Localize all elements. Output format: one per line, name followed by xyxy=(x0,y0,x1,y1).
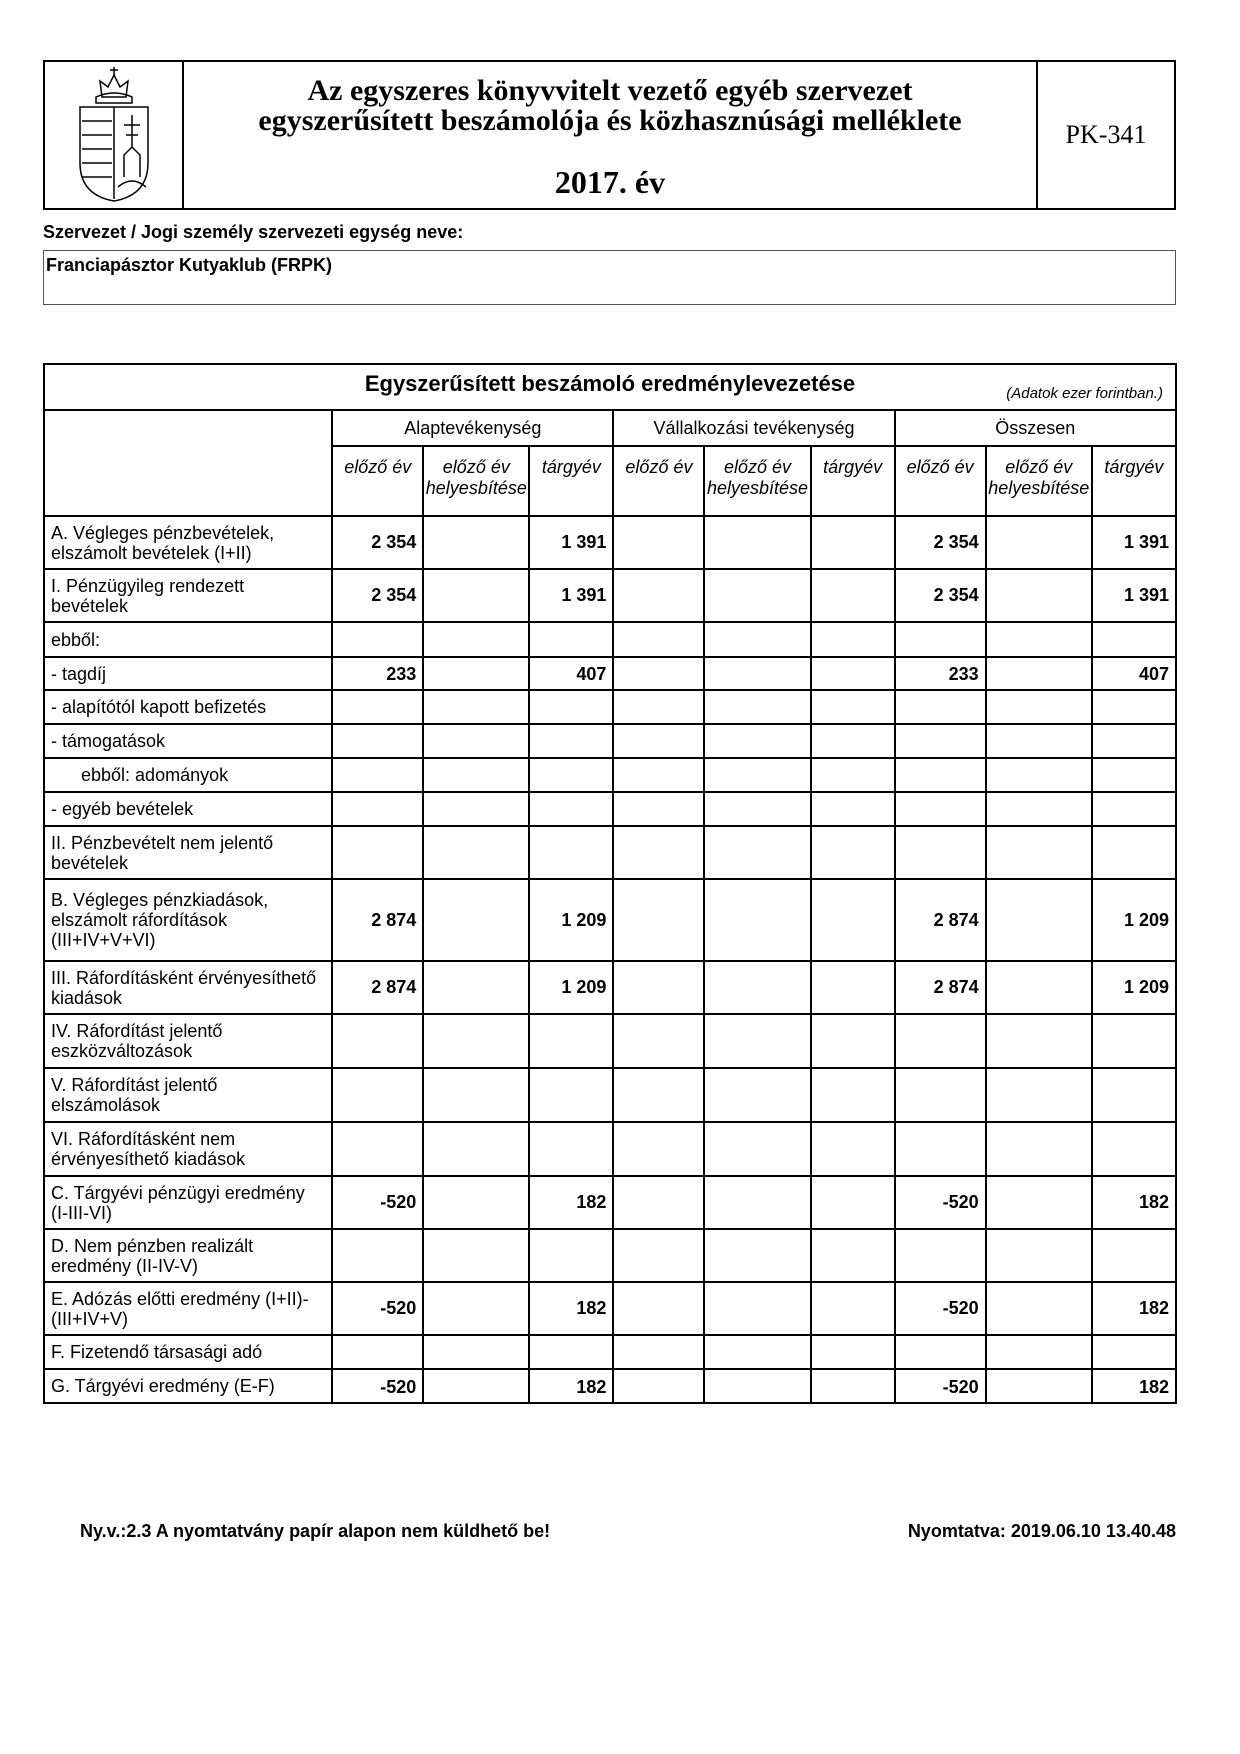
value-cell xyxy=(332,622,423,657)
value-cell xyxy=(423,1369,529,1403)
value-cell xyxy=(986,1176,1092,1229)
value-cell xyxy=(811,792,895,826)
value-cell: 407 xyxy=(529,657,613,690)
value-cell xyxy=(895,690,986,724)
value-cell xyxy=(1092,724,1176,758)
value-cell xyxy=(423,1122,529,1176)
table-row xyxy=(44,1335,1176,1369)
value-cell xyxy=(613,1282,704,1335)
value-cell xyxy=(613,1068,704,1122)
footer-note: Ny.v.:2.3 A nyomtatvány papír alapon nem küldhető be! xyxy=(80,1521,551,1541)
row-label: V. Ráfordítást jelentő elszámolások xyxy=(44,1068,332,1122)
value-cell xyxy=(986,1229,1092,1282)
value-cell xyxy=(529,724,613,758)
value-cell xyxy=(332,758,423,792)
row-label: E. Adózás előtti eredmény (I+II)-(III+IV+V) xyxy=(44,1282,332,1335)
value-cell: 2 354 xyxy=(895,516,986,569)
value-cell: 182 xyxy=(529,1176,613,1229)
sub-header-cell: előző év helyesbítése xyxy=(423,446,529,516)
value-cell xyxy=(811,826,895,879)
value-cell xyxy=(613,622,704,657)
value-cell xyxy=(1092,1229,1176,1282)
value-cell xyxy=(704,961,810,1014)
row-label: IV. Ráfordítást jelentő eszközváltozások xyxy=(44,1014,332,1068)
value-cell xyxy=(423,1014,529,1068)
value-cell: 2 354 xyxy=(895,569,986,622)
value-cell xyxy=(529,1335,613,1369)
row-label: - alapítótól kapott befizetés xyxy=(44,690,332,724)
value-cell xyxy=(423,724,529,758)
value-cell: 1 391 xyxy=(529,569,613,622)
table-row xyxy=(44,690,1176,724)
value-cell xyxy=(986,1122,1092,1176)
value-cell xyxy=(986,690,1092,724)
table-row xyxy=(44,1369,1176,1403)
value-cell xyxy=(332,1335,423,1369)
value-cell xyxy=(613,1335,704,1369)
value-cell xyxy=(613,657,704,690)
value-cell xyxy=(986,879,1092,961)
table-row xyxy=(44,1282,1176,1335)
row-label: A. Végleges pénzbevételek, elszámolt bevételek (I+II) xyxy=(44,516,332,569)
value-cell xyxy=(613,879,704,961)
table-row xyxy=(44,1229,1176,1282)
value-cell xyxy=(423,516,529,569)
value-cell: -520 xyxy=(332,1282,423,1335)
value-cell xyxy=(704,826,810,879)
row-label: C. Tárgyévi pénzügyi eredmény (I-III-VI) xyxy=(44,1176,332,1229)
value-cell xyxy=(1092,1068,1176,1122)
value-cell xyxy=(895,1122,986,1176)
value-cell xyxy=(613,690,704,724)
row-label: - támogatások xyxy=(44,724,332,758)
value-cell xyxy=(332,826,423,879)
value-cell xyxy=(613,758,704,792)
value-cell xyxy=(423,1282,529,1335)
value-cell xyxy=(613,569,704,622)
value-cell xyxy=(704,724,810,758)
value-cell xyxy=(811,724,895,758)
result-statement-table xyxy=(43,363,1177,1404)
value-cell: 1 391 xyxy=(1092,569,1176,622)
value-cell xyxy=(613,516,704,569)
value-cell xyxy=(704,622,810,657)
value-cell: 2 354 xyxy=(332,569,423,622)
value-cell xyxy=(332,792,423,826)
header-corner xyxy=(44,410,332,516)
value-cell xyxy=(986,1014,1092,1068)
value-cell xyxy=(704,1014,810,1068)
table-row xyxy=(44,657,1176,690)
value-cell xyxy=(704,690,810,724)
value-cell xyxy=(529,1068,613,1122)
value-cell xyxy=(704,1068,810,1122)
organization-name: Franciapásztor Kutyaklub (FRPK) xyxy=(46,255,333,275)
value-cell: -520 xyxy=(895,1282,986,1335)
value-cell: -520 xyxy=(895,1369,986,1403)
sub-header-cell: előző év helyesbítése xyxy=(704,446,810,516)
table-row xyxy=(44,1068,1176,1122)
value-cell xyxy=(895,724,986,758)
row-label: F. Fizetendő társasági adó xyxy=(44,1335,332,1369)
value-cell xyxy=(811,516,895,569)
sub-header-cell: előző év xyxy=(332,446,423,516)
value-cell xyxy=(1092,826,1176,879)
value-cell xyxy=(895,1229,986,1282)
row-label: B. Végleges pénzkiadások, elszámolt ráfordítások (III+IV+V+VI) xyxy=(44,879,332,961)
unit-note: (Adatok ezer forintban.) xyxy=(1006,385,1163,402)
value-cell xyxy=(704,516,810,569)
sub-header-cell: előző év helyesbítése xyxy=(986,446,1092,516)
table-title: Egyszerűsített beszámoló eredménylevezetése xyxy=(364,371,856,396)
value-cell xyxy=(986,1068,1092,1122)
value-cell xyxy=(613,1369,704,1403)
row-label: G. Tárgyévi eredmény (E-F) xyxy=(44,1369,332,1403)
value-cell xyxy=(332,724,423,758)
value-cell: 182 xyxy=(529,1369,613,1403)
value-cell xyxy=(423,792,529,826)
value-cell xyxy=(423,690,529,724)
value-cell xyxy=(811,879,895,961)
value-cell xyxy=(986,622,1092,657)
value-cell: 1 209 xyxy=(529,879,613,961)
value-cell xyxy=(811,569,895,622)
value-cell xyxy=(704,1229,810,1282)
value-cell xyxy=(423,826,529,879)
value-cell xyxy=(613,724,704,758)
value-cell: 1 209 xyxy=(529,961,613,1014)
value-cell xyxy=(986,657,1092,690)
value-cell: 182 xyxy=(1092,1369,1176,1403)
value-cell: 233 xyxy=(332,657,423,690)
value-cell xyxy=(986,516,1092,569)
row-label: - tagdíj xyxy=(44,657,332,690)
value-cell xyxy=(895,792,986,826)
sub-header-cell: előző év xyxy=(895,446,986,516)
table-row xyxy=(44,1176,1176,1229)
value-cell: 182 xyxy=(1092,1282,1176,1335)
value-cell xyxy=(613,1122,704,1176)
value-cell xyxy=(332,1229,423,1282)
row-label: III. Ráfordításként érvényesíthető kiadások xyxy=(44,961,332,1014)
row-label: II. Pénzbevételt nem jelentő bevételek xyxy=(44,826,332,879)
table-row xyxy=(44,724,1176,758)
value-cell: 2 874 xyxy=(895,961,986,1014)
sub-header-cell: előző év xyxy=(613,446,704,516)
value-cell xyxy=(613,792,704,826)
form-code: PK-341 xyxy=(1065,120,1147,149)
value-cell xyxy=(704,1335,810,1369)
value-cell xyxy=(895,622,986,657)
value-cell xyxy=(423,758,529,792)
value-cell: 2 354 xyxy=(332,516,423,569)
value-cell xyxy=(986,1335,1092,1369)
value-cell xyxy=(529,1014,613,1068)
value-cell xyxy=(423,879,529,961)
value-cell xyxy=(1092,758,1176,792)
value-cell xyxy=(423,622,529,657)
row-label: ebből: xyxy=(44,622,332,657)
value-cell xyxy=(986,792,1092,826)
value-cell xyxy=(811,1282,895,1335)
value-cell xyxy=(704,879,810,961)
row-label: I. Pénzügyileg rendezett bevételek xyxy=(44,569,332,622)
organization-label: Szervezet / Jogi személy szervezeti egység neve: xyxy=(43,222,464,242)
table-row xyxy=(44,516,1176,569)
value-cell xyxy=(1092,622,1176,657)
value-cell xyxy=(423,1176,529,1229)
value-cell xyxy=(986,1282,1092,1335)
value-cell xyxy=(986,826,1092,879)
value-cell xyxy=(811,1229,895,1282)
value-cell xyxy=(423,1229,529,1282)
group-header-business: Vállalkozási tevékenység xyxy=(613,410,894,446)
table-title-cell xyxy=(44,364,1176,410)
value-cell xyxy=(811,690,895,724)
sub-header-cell: tárgyév xyxy=(811,446,895,516)
form-title xyxy=(184,62,1038,208)
value-cell: -520 xyxy=(332,1176,423,1229)
value-cell xyxy=(986,1369,1092,1403)
organization-name-field xyxy=(43,250,1176,305)
value-cell xyxy=(529,1229,613,1282)
value-cell xyxy=(1092,792,1176,826)
value-cell xyxy=(613,961,704,1014)
row-label: ebből: adományok xyxy=(44,758,332,792)
value-cell xyxy=(423,569,529,622)
value-cell xyxy=(811,657,895,690)
value-cell xyxy=(529,690,613,724)
coat-of-arms-logo xyxy=(45,62,184,208)
value-cell xyxy=(704,1369,810,1403)
form-year: 2017. év xyxy=(554,164,666,200)
value-cell xyxy=(529,792,613,826)
value-cell xyxy=(704,792,810,826)
value-cell xyxy=(529,1122,613,1176)
value-cell xyxy=(613,826,704,879)
value-cell: 407 xyxy=(1092,657,1176,690)
value-cell xyxy=(811,1176,895,1229)
value-cell: -520 xyxy=(332,1369,423,1403)
value-cell xyxy=(811,1014,895,1068)
value-cell xyxy=(895,758,986,792)
title-line-2: egyszerűsített beszámolója és közhasznúsági melléklete xyxy=(258,104,962,137)
value-cell xyxy=(704,1176,810,1229)
value-cell xyxy=(811,758,895,792)
title-line-1: Az egyszeres könyvvitelt vezető egyéb szervezet xyxy=(307,74,913,107)
table-row xyxy=(44,622,1176,657)
table-row xyxy=(44,792,1176,826)
value-cell: 182 xyxy=(529,1282,613,1335)
table-row xyxy=(44,961,1176,1014)
value-cell: 182 xyxy=(1092,1176,1176,1229)
value-cell xyxy=(704,758,810,792)
group-header-basic: Alaptevékenység xyxy=(332,410,613,446)
value-cell xyxy=(332,690,423,724)
value-cell: 1 209 xyxy=(1092,879,1176,961)
print-timestamp: Nyomtatva: 2019.06.10 13.40.48 xyxy=(907,1521,1176,1541)
value-cell xyxy=(1092,1122,1176,1176)
value-cell xyxy=(811,622,895,657)
value-cell xyxy=(332,1122,423,1176)
value-cell xyxy=(704,569,810,622)
row-label: - egyéb bevételek xyxy=(44,792,332,826)
value-cell xyxy=(529,758,613,792)
value-cell xyxy=(613,1229,704,1282)
value-cell xyxy=(811,1122,895,1176)
value-cell xyxy=(811,1068,895,1122)
value-cell xyxy=(811,961,895,1014)
value-cell xyxy=(1092,1014,1176,1068)
coat-of-arms-icon xyxy=(74,67,154,203)
value-cell xyxy=(529,622,613,657)
value-cell xyxy=(529,826,613,879)
value-cell xyxy=(986,569,1092,622)
table-row xyxy=(44,758,1176,792)
value-cell xyxy=(895,1014,986,1068)
table-row xyxy=(44,569,1176,622)
value-cell xyxy=(704,657,810,690)
value-cell xyxy=(423,657,529,690)
value-cell xyxy=(423,1068,529,1122)
value-cell xyxy=(704,1122,810,1176)
value-cell: 2 874 xyxy=(895,879,986,961)
value-cell xyxy=(986,758,1092,792)
value-cell xyxy=(1092,1335,1176,1369)
value-cell xyxy=(704,1282,810,1335)
value-cell xyxy=(986,724,1092,758)
value-cell xyxy=(332,1068,423,1122)
value-cell xyxy=(1092,690,1176,724)
table-row xyxy=(44,826,1176,879)
form-header xyxy=(43,60,1176,210)
row-label: VI. Ráfordításként nem érvényesíthető kiadások xyxy=(44,1122,332,1176)
row-label: D. Nem pénzben realizált eredmény (II-IV-V) xyxy=(44,1229,332,1282)
value-cell xyxy=(895,1068,986,1122)
table-row xyxy=(44,1014,1176,1068)
value-cell xyxy=(811,1335,895,1369)
value-cell xyxy=(332,1014,423,1068)
table-row xyxy=(44,879,1176,961)
value-cell: -520 xyxy=(895,1176,986,1229)
value-cell xyxy=(613,1176,704,1229)
value-cell xyxy=(895,1335,986,1369)
value-cell xyxy=(613,1014,704,1068)
value-cell xyxy=(986,961,1092,1014)
table-row xyxy=(44,1122,1176,1176)
value-cell: 1 391 xyxy=(529,516,613,569)
value-cell: 2 874 xyxy=(332,879,423,961)
sub-header-cell: tárgyév xyxy=(529,446,613,516)
value-cell xyxy=(423,961,529,1014)
value-cell: 233 xyxy=(895,657,986,690)
value-cell: 1 391 xyxy=(1092,516,1176,569)
sub-header-cell: tárgyév xyxy=(1092,446,1176,516)
value-cell: 1 209 xyxy=(1092,961,1176,1014)
value-cell: 2 874 xyxy=(332,961,423,1014)
value-cell xyxy=(811,1369,895,1403)
value-cell xyxy=(423,1335,529,1369)
group-header-total: Összesen xyxy=(895,410,1176,446)
value-cell xyxy=(895,826,986,879)
